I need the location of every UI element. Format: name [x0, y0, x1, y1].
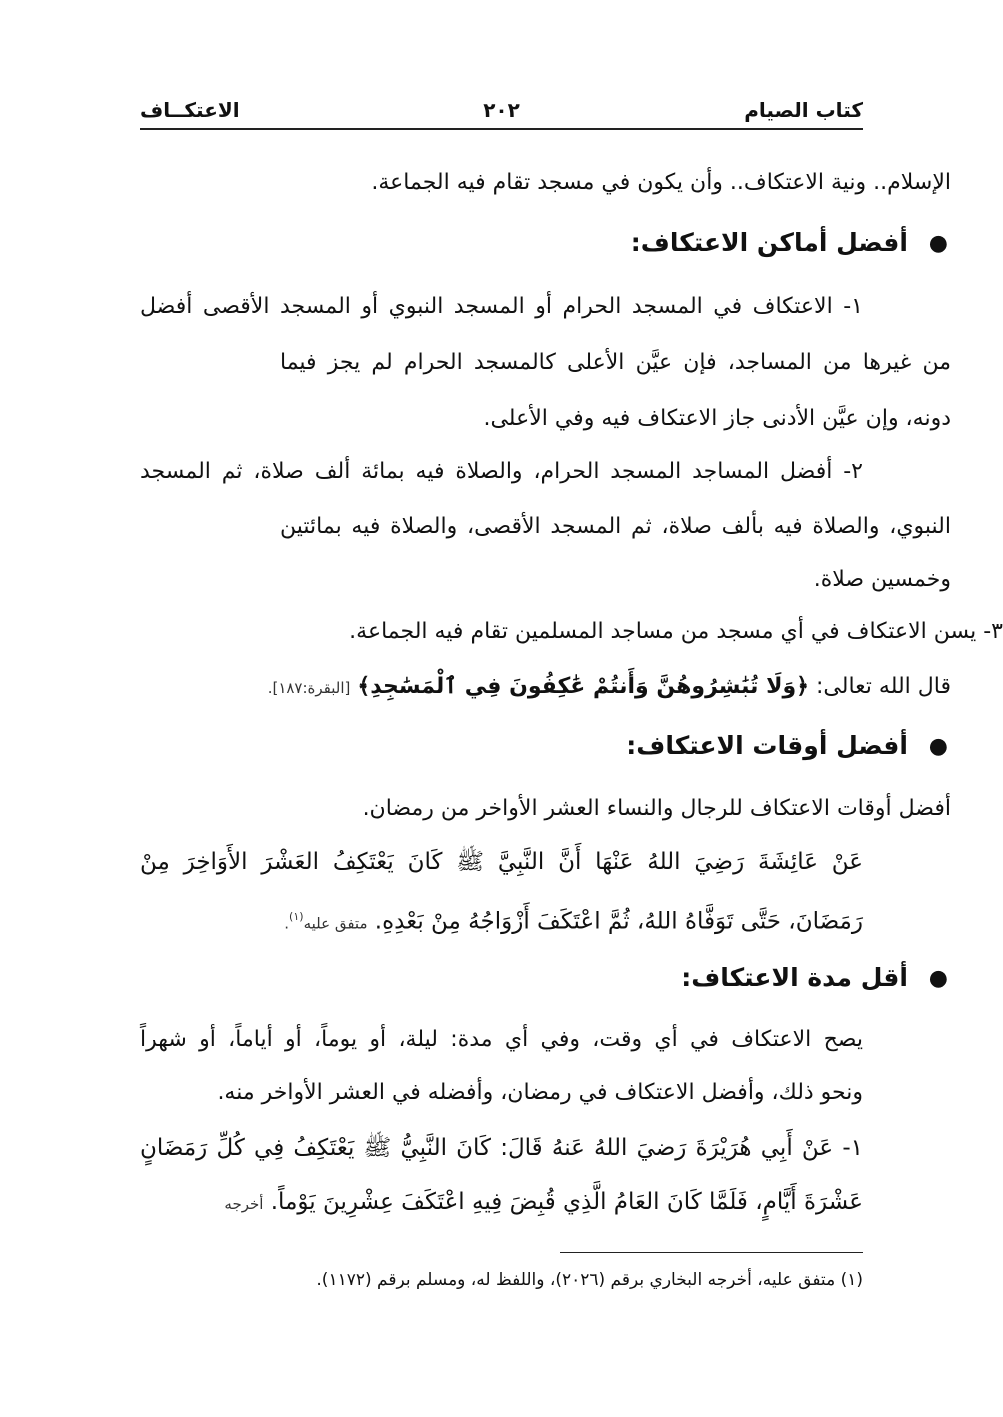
- heading-text: أفضل أوقات الاعتكاف:: [626, 731, 908, 760]
- paragraph-line: النبوي، والصلاة فيه بألف صلاة، ثم المسجد الأقصى، والصلاة فيه بمائتين: [280, 514, 951, 539]
- verse-reference: [البقرة:١٨٧].: [267, 679, 351, 697]
- paragraph-line: يصح الاعتكاف في أي وقت، وفي أي مدة: ليلة، أو يوماً، أو أياماً، أو شهراً: [140, 1027, 863, 1052]
- section-heading-places: [280, 225, 1003, 265]
- hadith-text: رَمَضَانَ، حَتَّى تَوَفَّاهُ اللهُ، ثُمَّ اعْتَكَفَ أَزْوَاجُهُ مِنْ بَعْدِهِ.: [374, 908, 863, 935]
- hadith-line: رَمَضَانَ، حَتَّى تَوَفَّاهُ اللهُ، ثُمَّ اعْتَكَفَ أَزْوَاجُهُ مِنْ بَعْدِهِ. متفق عليه$^{(١)}$.: [284, 908, 863, 935]
- paragraph-line: [280, 615, 1003, 649]
- paragraph-line: ونحو ذلك، وأفضل الاعتكاف في رمضان، وأفضله في العشر الأواخر منه.: [217, 1080, 863, 1105]
- bullet-icon: ●: [928, 966, 948, 991]
- hadith-text: عَشْرَةَ أَيَّامٍ، فَلَمَّا كَانَ العَامُ الَّذِي قُبِضَ فِيهِ اعْتَكَفَ عِشْرِينَ يَوْماً.: [270, 1189, 863, 1215]
- footnote-marker[interactable]: (١): [289, 910, 304, 923]
- section-heading-duration: [280, 960, 1003, 1000]
- page-number: ٢٠٢: [483, 98, 520, 122]
- hadith-source: أخرجه: [224, 1195, 264, 1213]
- paragraph-line: ٢- أفضل المساجد المسجد الحرام، والصلاة فيه بمائة ألف صلاة، ثم المسجد: [140, 459, 863, 484]
- quran-verse: ﴿وَلَا تُبَٰشِرُوهُنَّ وَأَنتُمْ عَٰكِفُونَ فِي ٱلْمَسَٰجِدِ﴾: [357, 674, 810, 699]
- verse-intro: قال الله تعالى:: [816, 674, 951, 699]
- hadith-line: ١- عَنْ أَبِي هُرَيْرَةَ رَضيَ اللهُ عَنهُ قَالَ: كَانَ النَّبِيُّ ﷺ يَعْتَكِفُ فِي كُلِّ رَمَضَانٍ: [140, 1135, 863, 1161]
- bullet-icon: ●: [928, 734, 948, 759]
- bullet-icon: ●: [928, 231, 948, 256]
- section-heading-times: [280, 728, 1003, 768]
- heading-text: أقل مدة الاعتكاف:: [681, 963, 908, 992]
- paragraph-line: وخمسين صلاة.: [813, 567, 951, 592]
- footnote: (١) متفق عليه، أخرجه البخاري برقم (٢٠٢٦)، واللفظ له، ومسلم برقم (١١٧٢).: [316, 1270, 863, 1290]
- chapter-title: الاعتكــاف: [140, 98, 240, 122]
- paragraph-line: ١- الاعتكاف في المسجد الحرام أو المسجد النبوي أو المسجد الأقصى أفضل: [140, 294, 863, 319]
- paragraph-line: من غيرها من المساجد، فإن عيَّن الأعلى كالمسجد الحرام لم يجز فيما: [280, 350, 951, 375]
- paragraph-text: ٣- يسن الاعتكاف في أي مسجد من مساجد المسلمين تقام فيه الجماعة.: [349, 619, 1003, 644]
- hadith-line: عَنْ عَائِشَةَ رَضِيَ اللهُ عَنْهَا أَنَّ النَّبِيَّ ﷺ كَانَ يَعْتَكِفُ العَشْرَ الأَوَاخِرَ مِنْ: [140, 849, 863, 875]
- verse-line: [267, 670, 951, 705]
- hadith-line: [140, 1185, 863, 1221]
- hadith-source: متفق عليه: [303, 914, 368, 933]
- footnote-divider: [560, 1252, 863, 1253]
- paragraph-line: الإسلام.. ونية الاعتكاف.. وأن يكون في مسجد تقام فيه الجماعة.: [371, 170, 951, 195]
- paragraph-line: أفضل أوقات الاعتكاف للرجال والنساء العشر الأواخر من رمضان.: [362, 796, 951, 821]
- book-title: كتاب الصيام: [744, 98, 863, 122]
- heading-text: أفضل أماكن الاعتكاف:: [630, 228, 908, 257]
- page-header: [140, 96, 863, 130]
- paragraph-line: دونه، وإن عيَّن الأدنى جاز الاعتكاف فيه وفي الأعلى.: [483, 406, 951, 431]
